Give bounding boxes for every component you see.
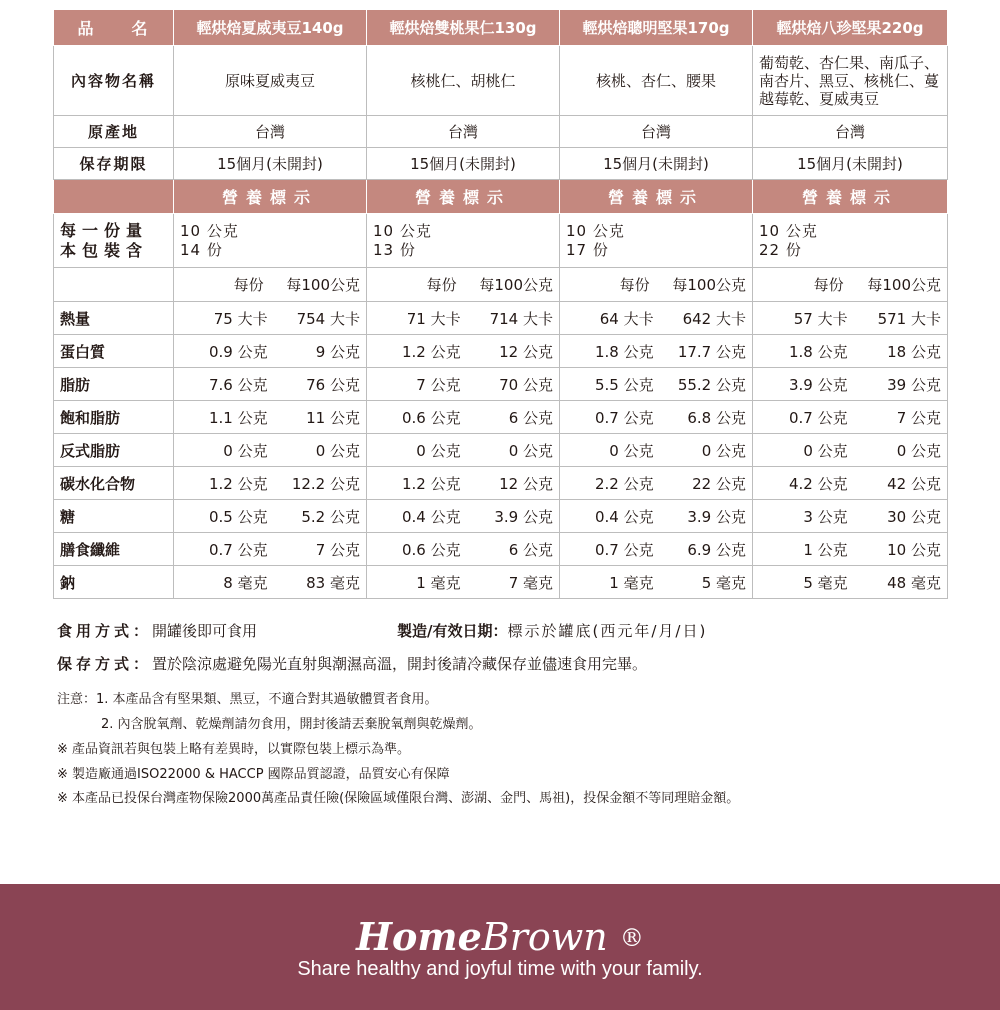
per-100g-value: 714 大卡 <box>489 309 553 328</box>
serving-size: 10 公克 <box>180 221 239 240</box>
per-serving-value: 0.4 公克 <box>594 507 654 526</box>
nutrient-values-2 <box>367 434 560 467</box>
storage-line <box>57 653 647 674</box>
per-serving-value: 0.7 公克 <box>789 408 848 427</box>
per-serving-value: 75 大卡 <box>213 309 268 328</box>
nutrient-row <box>54 500 948 533</box>
nutrient-values-1 <box>174 467 367 500</box>
per-100g-label: 每100公克 <box>286 276 360 294</box>
nutrient-values-3 <box>560 467 753 500</box>
nutrient-values-3 <box>560 401 753 434</box>
per-serving-value: 0.5 公克 <box>208 507 268 526</box>
per-serving-value: 1 毫克 <box>416 573 461 592</box>
date-label: 製造/有效日期： <box>397 622 508 640</box>
servings-count: 22 份 <box>759 240 802 259</box>
per-serving-value: 4.2 公克 <box>789 474 848 493</box>
per-serving-value: 0 公克 <box>416 441 461 460</box>
per-100g-value: 70 公克 <box>499 375 553 394</box>
per-header-2 <box>367 268 560 302</box>
nutrient-label: 飽和脂肪 <box>54 401 174 434</box>
storage-label: 保存方式： <box>57 655 153 673</box>
per-serving-value: 0.6 公克 <box>401 408 461 427</box>
nutrient-values-3 <box>560 302 753 335</box>
per-100g-value: 5.2 公克 <box>301 507 360 526</box>
nutrition-header-blank <box>54 180 174 214</box>
nutrient-values-2 <box>367 401 560 434</box>
per-serving-label: 每份 <box>813 276 844 294</box>
remark-2: ※ 製造廠通過ISO22000 & HACCP 國際品質認證，品質安心有保障 <box>57 767 450 782</box>
nutrient-label: 糖 <box>54 500 174 533</box>
nutrient-values-2 <box>367 467 560 500</box>
per-100g-value: 3.9 公克 <box>687 507 746 526</box>
caution-2: 2. 內含脫氧劑、乾燥劑請勿食用，開封後請丟棄脫氧劑與乾燥劑。 <box>101 717 482 732</box>
product-name-2: 輕烘焙雙桃果仁130g <box>367 10 560 46</box>
servings-count: 17 份 <box>566 240 609 259</box>
per-header-1 <box>174 268 367 302</box>
nutrient-row <box>54 302 948 335</box>
per-100g-value: 0 公克 <box>701 441 746 460</box>
per-100g-value: 83 毫克 <box>306 573 360 592</box>
per-100g-value: 5 毫克 <box>701 573 746 592</box>
product-name-4: 輕烘焙八珍堅果220g <box>753 10 948 46</box>
nutrition-table <box>53 9 948 599</box>
shelf-life-1: 15個月(未開封) <box>174 148 367 180</box>
nutrient-label: 反式脂肪 <box>54 434 174 467</box>
per-serving-value: 5 毫克 <box>803 573 848 592</box>
origin-1: 台灣 <box>174 116 367 148</box>
per-100g-value: 76 公克 <box>306 375 360 394</box>
per-100g-value: 9 公克 <box>315 342 360 361</box>
per-serving-value: 0 公克 <box>609 441 654 460</box>
per-100g-value: 0 公克 <box>896 441 941 460</box>
per-100g-value: 48 毫克 <box>887 573 941 592</box>
shelf-life-2: 15個月(未開封) <box>367 148 560 180</box>
per-serving-value: 2.2 公克 <box>594 474 654 493</box>
per-serving-value: 8 毫克 <box>223 573 268 592</box>
serving-size: 10 公克 <box>566 221 625 240</box>
nutrient-values-4 <box>753 533 948 566</box>
nutrient-values-3 <box>560 566 753 599</box>
per-100g-label: 每100公克 <box>479 276 553 294</box>
nutrient-row <box>54 335 948 368</box>
per-serving-value: 0 公克 <box>223 441 268 460</box>
per-header-3 <box>560 268 753 302</box>
per-100g-value: 754 大卡 <box>296 309 360 328</box>
per-serving-value: 7 公克 <box>416 375 461 394</box>
per-serving-value: 71 大卡 <box>406 309 461 328</box>
per-100g-value: 642 大卡 <box>682 309 746 328</box>
nutrient-values-4 <box>753 566 948 599</box>
per-serving-value: 1.8 公克 <box>594 342 654 361</box>
origin-3: 台灣 <box>560 116 753 148</box>
nutrient-values-2 <box>367 335 560 368</box>
ingredients-label: 內容物名稱 <box>54 46 174 116</box>
serving-info-4 <box>753 214 948 268</box>
caution-1: 注意：1. 本產品含有堅果類、黑豆，不適合對其過敏體質者食用。 <box>57 692 438 707</box>
per-serving-value: 57 大卡 <box>793 309 848 328</box>
nutrient-values-1 <box>174 500 367 533</box>
per-serving-label: 每份 <box>233 276 264 294</box>
nutrition-title-2: 營養標示 <box>367 180 560 214</box>
nutrient-row <box>54 467 948 500</box>
per-serving-value: 0.7 公克 <box>594 408 654 427</box>
per-100g-value: 22 公克 <box>692 474 746 493</box>
per-100g-value: 12 公克 <box>499 342 553 361</box>
per-100g-value: 6.9 公克 <box>687 540 746 559</box>
nutrient-values-1 <box>174 533 367 566</box>
per-100g-value: 3.9 公克 <box>494 507 553 526</box>
nutrition-title-3: 營養標示 <box>560 180 753 214</box>
origin-2: 台灣 <box>367 116 560 148</box>
nutrient-values-1 <box>174 566 367 599</box>
nutrient-values-4 <box>753 302 948 335</box>
serving-info-1 <box>174 214 367 268</box>
per-serving-value: 0.7 公克 <box>208 540 268 559</box>
per-100g-value: 7 公克 <box>896 408 941 427</box>
nutrient-values-2 <box>367 500 560 533</box>
per-100g-value: 10 公克 <box>887 540 941 559</box>
nutrient-label: 熱量 <box>54 302 174 335</box>
per-100g-value: 6 公克 <box>508 540 553 559</box>
storage-text: 置於陰涼處避免陽光直射與潮濕高溫，開封後請冷藏保存並儘速食用完畢。 <box>152 655 648 673</box>
nutrient-row <box>54 566 948 599</box>
per-serving-value: 64 大卡 <box>599 309 654 328</box>
nutrient-values-3 <box>560 368 753 401</box>
origin-4: 台灣 <box>753 116 948 148</box>
nutrient-values-4 <box>753 368 948 401</box>
nutrient-values-2 <box>367 302 560 335</box>
shelf-life-4: 15個月(未開封) <box>753 148 948 180</box>
per-100g-label: 每100公克 <box>867 276 941 294</box>
per-header-blank <box>54 268 174 302</box>
per-serving-label: 每份 <box>426 276 457 294</box>
brand-footer <box>0 884 1000 1010</box>
nutrient-values-1 <box>174 434 367 467</box>
nutrient-values-4 <box>753 467 948 500</box>
serving-size-label: 每一份量 <box>60 220 149 240</box>
product-name-3: 輕烘焙聰明堅果170g <box>560 10 753 46</box>
product-name-1: 輕烘焙夏威夷豆140g <box>174 10 367 46</box>
per-100g-value: 571 大卡 <box>877 309 941 328</box>
per-100g-value: 18 公克 <box>887 342 941 361</box>
per-serving-value: 0.4 公克 <box>401 507 461 526</box>
per-100g-value: 7 公克 <box>315 540 360 559</box>
per-serving-value: 1.8 公克 <box>789 342 848 361</box>
per-100g-value: 30 公克 <box>887 507 941 526</box>
per-serving-value: 1 公克 <box>803 540 848 559</box>
origin-label: 原產地 <box>54 116 174 148</box>
serving-info-3 <box>560 214 753 268</box>
per-serving-value: 1 毫克 <box>609 573 654 592</box>
per-serving-value: 1.2 公克 <box>208 474 268 493</box>
brand-logo <box>0 914 1000 959</box>
serving-labels <box>54 214 174 268</box>
ingredients-3: 核桃、杏仁、腰果 <box>560 46 753 116</box>
per-100g-value: 0 公克 <box>315 441 360 460</box>
nutrient-values-3 <box>560 500 753 533</box>
nutrient-values-1 <box>174 401 367 434</box>
ingredients-1: 原味夏威夷豆 <box>174 46 367 116</box>
per-serving-value: 5.5 公克 <box>594 375 654 394</box>
nutrition-title-4: 營養標示 <box>753 180 948 214</box>
per-serving-value: 0.6 公克 <box>401 540 461 559</box>
per-100g-value: 6 公克 <box>508 408 553 427</box>
nutrient-label: 膳食纖維 <box>54 533 174 566</box>
date-text: 標示於罐底(西元年/月/日) <box>507 622 708 640</box>
nutrient-label: 鈉 <box>54 566 174 599</box>
nutrient-values-2 <box>367 368 560 401</box>
brand-logo-brown: Brown <box>481 915 608 959</box>
shelf-life-3: 15個月(未開封) <box>560 148 753 180</box>
nutrient-values-1 <box>174 368 367 401</box>
per-serving-value: 1.2 公克 <box>401 474 461 493</box>
usage-text: 開罐後即可食用 <box>152 622 258 640</box>
per-100g-value: 11 公克 <box>306 408 360 427</box>
ingredients-2: 核桃仁、胡桃仁 <box>367 46 560 116</box>
remark-3: ※ 本產品已投保台灣產物保險2000萬產品責任險(保險區域僅限台灣、澎湖、金門、馬祖)，投保金額不等同理賠金額。 <box>57 791 740 806</box>
nutrient-values-2 <box>367 533 560 566</box>
nutrient-values-3 <box>560 434 753 467</box>
per-serving-label: 每份 <box>619 276 650 294</box>
per-100g-value: 12.2 公克 <box>291 474 360 493</box>
date-line <box>397 620 707 641</box>
serving-size: 10 公克 <box>373 221 432 240</box>
nutrient-values-3 <box>560 533 753 566</box>
servings-count: 13 份 <box>373 240 416 259</box>
per-100g-value: 7 毫克 <box>508 573 553 592</box>
product-name-header: 品 名 <box>54 10 174 46</box>
per-100g-value: 12 公克 <box>499 474 553 493</box>
ingredients-4: 葡萄乾、杏仁果、南瓜子、南杏片、黑豆、核桃仁、蔓越莓乾、夏威夷豆 <box>753 46 948 116</box>
remark-1: ※ 產品資訊若與包裝上略有差異時，以實際包裝上標示為準。 <box>57 742 411 757</box>
shelf-life-label: 保存期限 <box>54 148 174 180</box>
nutrient-row <box>54 401 948 434</box>
per-header-4 <box>753 268 948 302</box>
nutrient-values-3 <box>560 335 753 368</box>
nutrient-label: 脂肪 <box>54 368 174 401</box>
serving-info-2 <box>367 214 560 268</box>
per-serving-value: 0 公克 <box>803 441 848 460</box>
nutrient-row <box>54 434 948 467</box>
per-100g-value: 17.7 公克 <box>677 342 746 361</box>
nutrient-label: 蛋白質 <box>54 335 174 368</box>
nutrient-label: 碳水化合物 <box>54 467 174 500</box>
per-100g-value: 6.8 公克 <box>687 408 746 427</box>
per-100g-label: 每100公克 <box>672 276 746 294</box>
nutrient-row <box>54 368 948 401</box>
per-100g-value: 0 公克 <box>508 441 553 460</box>
per-100g-value: 55.2 公克 <box>677 375 746 394</box>
brand-tagline: Share healthy and joyful time with your family. <box>297 958 703 980</box>
usage-label: 食用方式： <box>57 622 153 640</box>
serving-size: 10 公克 <box>759 221 818 240</box>
servings-count: 14 份 <box>180 240 223 259</box>
nutrient-values-2 <box>367 566 560 599</box>
usage-line <box>57 620 257 641</box>
per-serving-value: 1.1 公克 <box>208 408 268 427</box>
per-serving-value: 1.2 公克 <box>401 342 461 361</box>
per-100g-value: 39 公克 <box>887 375 941 394</box>
nutrient-values-4 <box>753 500 948 533</box>
servings-per-pack-label: 本包裝含 <box>60 240 149 260</box>
per-serving-value: 0.9 公克 <box>208 342 268 361</box>
per-serving-value: 3 公克 <box>803 507 848 526</box>
per-serving-value: 3.9 公克 <box>789 375 848 394</box>
nutrient-values-4 <box>753 434 948 467</box>
nutrient-row <box>54 533 948 566</box>
per-100g-value: 42 公克 <box>887 474 941 493</box>
per-serving-value: 7.6 公克 <box>208 375 268 394</box>
registered-mark: ® <box>619 924 644 952</box>
nutrient-values-1 <box>174 302 367 335</box>
nutrient-values-1 <box>174 335 367 368</box>
brand-logo-home: Home <box>356 914 482 959</box>
per-serving-value: 0.7 公克 <box>594 540 654 559</box>
nutrition-title-1: 營養標示 <box>174 180 367 214</box>
nutrient-values-4 <box>753 335 948 368</box>
nutrient-values-4 <box>753 401 948 434</box>
